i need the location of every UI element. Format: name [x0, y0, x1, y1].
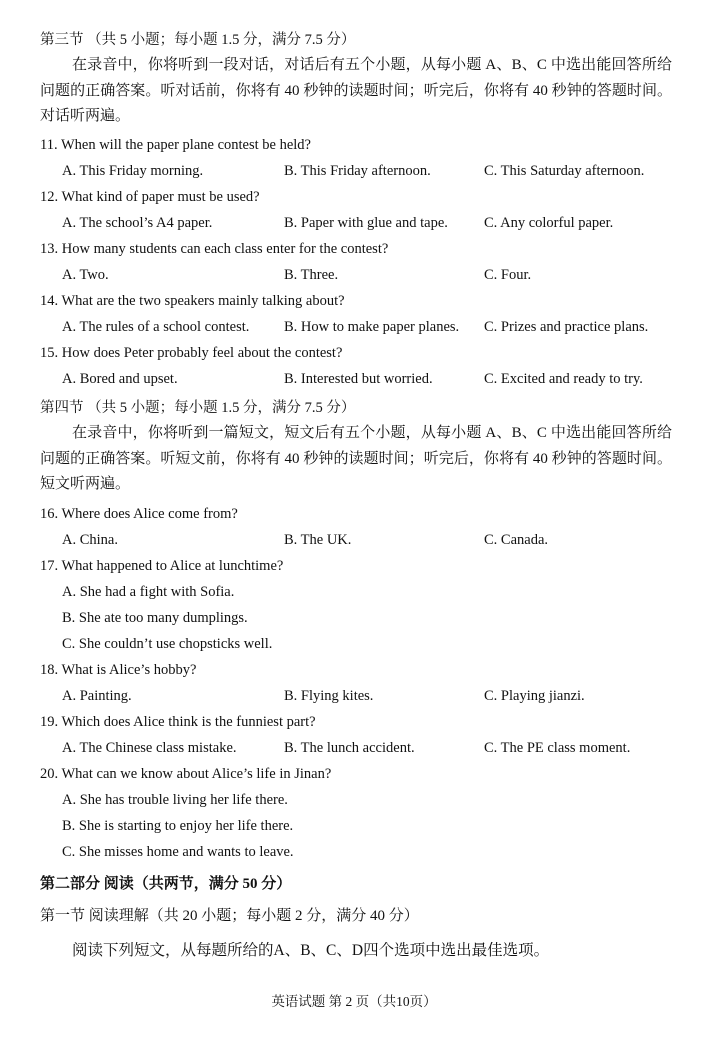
q16-option-b: B. The UK. [284, 532, 352, 548]
q11-stem: 11. When will the paper plane contest be held? [40, 137, 311, 153]
q18-option-c: C. Playing jianzi. [484, 688, 585, 704]
q17-option-c: C. She couldn’t use chopsticks well. [62, 636, 273, 652]
q20-option-b: B. She is starting to enjoy her life there. [62, 818, 294, 834]
q12-stem: 12. What kind of paper must be used? [40, 189, 260, 205]
q19-option-b: B. The lunch accident. [284, 740, 415, 756]
q18-stem: 18. What is Alice’s hobby? [40, 662, 197, 678]
q17-stem: 17. What happened to Alice at lunchtime? [40, 558, 284, 574]
section4-instructions: 在录音中，你将听到一篇短文，短文后有五个小题，从每小题 A、B、C 中选出能回答所给问题的正确答案。听短文前，你将有 40 秒钟的读题时间；听完后，你将有 40 秒钟的答题时间。短文听两遍。 [40, 425, 672, 492]
q13-option-a: A. Two. [62, 267, 109, 283]
q16-stem: 16. Where does Alice come from? [40, 506, 238, 522]
q11-option-a: A. This Friday morning. [62, 163, 204, 179]
part2-section1-heading: 第一节 阅读理解（共 20 小题；每小题 2 分，满分 40 分） [40, 908, 419, 924]
q19-option-c: C. The PE class moment. [484, 740, 631, 756]
q16-option-c: C. Canada. [484, 532, 549, 548]
q13-option-b: B. Three. [284, 267, 339, 283]
q12-option-b: B. Paper with glue and tape. [284, 215, 448, 231]
q14-option-b: B. How to make paper planes. [284, 319, 460, 335]
q17-option-a: A. She had a fight with Sofia. [62, 584, 235, 600]
q11-option-b: B. This Friday afternoon. [284, 163, 431, 179]
q11-option-c: C. This Saturday afternoon. [484, 163, 645, 179]
q20-option-c: C. She misses home and wants to leave. [62, 844, 294, 860]
q12-option-c: C. Any colorful paper. [484, 215, 614, 231]
q12-option-a: A. The school’s A4 paper. [62, 215, 213, 231]
part2-heading: 第二部分 阅读（共两节，满分 50 分） [40, 876, 292, 892]
part2-instructions: 阅读下列短文，从每题所给的A、B、C、D四个选项中选出最佳选项。 [72, 942, 550, 959]
q15-option-b: B. Interested but worried. [284, 371, 433, 387]
q14-option-c: C. Prizes and practice plans. [484, 319, 649, 335]
q19-stem: 19. Which does Alice think is the funniest part? [40, 714, 316, 730]
q18-option-a: A. Painting. [62, 688, 132, 704]
q15-stem: 15. How does Peter probably feel about the contest? [40, 345, 343, 361]
q13-option-c: C. Four. [484, 267, 532, 283]
q19-option-a: A. The Chinese class mistake. [62, 740, 237, 756]
q15-option-c: C. Excited and ready to try. [484, 371, 643, 387]
q18-option-b: B. Flying kites. [284, 688, 374, 704]
q14-stem: 14. What are the two speakers mainly talking about? [40, 293, 345, 309]
q13-stem: 13. How many students can each class enter for the contest? [40, 241, 389, 257]
section4-heading: 第四节 （共 5 小题；每小题 1.5 分，满分 7.5 分） [40, 400, 356, 416]
page-footer: 英语试题 第 2 页（共10页） [271, 994, 437, 1009]
q20-stem: 20. What can we know about Alice’s life in Jinan? [40, 766, 332, 782]
section3-heading: 第三节 （共 5 小题；每小题 1.5 分，满分 7.5 分） [40, 32, 356, 48]
section3-instructions: 在录音中，你将听到一段对话，对话后有五个小题，从每小题 A、B、C 中选出能回答所给问题的正确答案。听对话前，你将有 40 秒钟的读题时间；听完后，你将有 40 秒钟的答题时间。对话听两遍。 [40, 57, 672, 124]
q15-option-a: A. Bored and upset. [62, 371, 178, 387]
q17-option-b: B. She ate too many dumplings. [62, 610, 248, 626]
q20-option-a: A. She has trouble living her life there. [62, 792, 288, 808]
q14-option-a: A. The rules of a school contest. [62, 319, 250, 335]
q16-option-a: A. China. [62, 532, 118, 548]
